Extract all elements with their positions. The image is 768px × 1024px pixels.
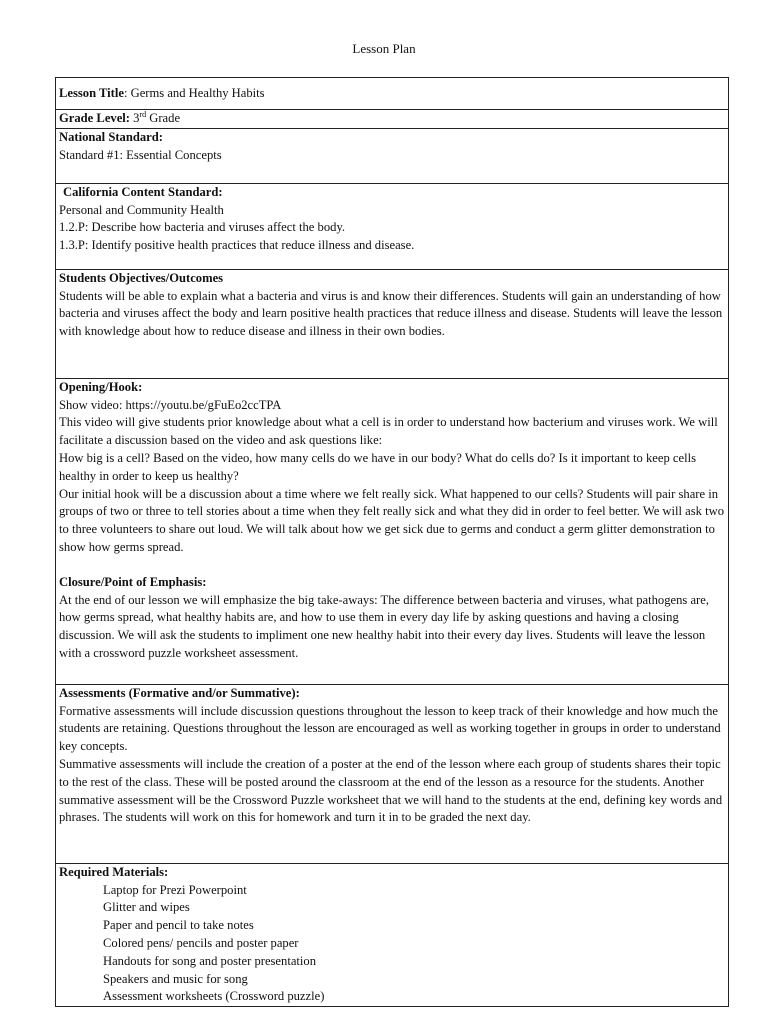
grade-level-word: Grade	[146, 111, 181, 125]
row-grade-level	[56, 110, 729, 129]
opening-label: Opening/Hook:	[59, 379, 143, 394]
section-spacer	[59, 557, 725, 574]
opening-paragraph: This video will give students prior knowledge about what a cell is in order to understand how bacterium and viruses work. We will facilitate a discussion based on the video and ask questions like:	[59, 415, 718, 448]
materials-label: Required Materials:	[59, 864, 169, 879]
materials-list	[59, 882, 725, 1007]
assessments-paragraph: Summative assessments will include the creation of a poster at the end of the lesson where each group of students shares their topic to the rest of the class. These will be posted around the classroom at the end of the lesson as a resource for the students. Another summative assessment will be the Crossword Puzzle worksheet that we will hand to the students at the end, defining key words and phrases. The students will work on this for homework and turn it in to be graded the next day.	[59, 756, 723, 825]
objectives-text: Students will be able to explain what a bacteria and virus is and know their differences. Students will gain an understanding of how bacteria and viruses affect the body and learn positive health practices that reduce illness and disease. Students will leave the lesson with knowledge about how to reduce disease and illness in their own bodies.	[59, 288, 723, 339]
list-item: Handouts for song and poster presentation	[103, 953, 316, 968]
list-item: Speakers and music for song	[103, 971, 248, 986]
row-national-standard	[56, 128, 729, 183]
row-materials	[56, 863, 729, 1006]
row-lesson-title	[56, 78, 729, 110]
california-standard-line: 1.3.P: Identify positive health practices that reduce illness and disease.	[59, 238, 415, 253]
national-standard-cell	[56, 128, 729, 183]
opening-paragraph: Our initial hook will be a discussion about a time where we felt really sick. What happened to our cells? Students will pair share in groups of two or three to tell stories about a time when they felt really sick and what they did in order to feel better. We will ask two to three volunteers to share out loud. We will talk about how we get sick due to germs and conduct a germ glitter demonstration to show how germs spread.	[59, 486, 724, 554]
opening-paragraph: How big is a cell? Based on the video, how many cells do we have in our body? What do cells do? Is it important to keep cells healthy in order to keep us healthy?	[59, 450, 696, 483]
objectives-label: Students Objectives/Outcomes	[59, 270, 224, 285]
objectives-cell	[56, 269, 729, 378]
row-assessments	[56, 684, 729, 863]
lesson-title-value: : Germs and Healthy Habits	[123, 86, 265, 100]
row-opening-closure	[56, 378, 729, 684]
list-item: Colored pens/ pencils and poster paper	[103, 935, 299, 950]
assessments-paragraph: Formative assessments will include discussion questions throughout the lesson to keep track of their knowledge and how much the students are retaining. Questions throughout the lesson are encouraged as well as working together in groups in order to understand key concepts.	[59, 703, 721, 754]
page-title: Lesson Plan	[352, 41, 416, 56]
list-item: Glitter and wipes	[103, 900, 190, 915]
list-item: Laptop for Prezi Powerpoint	[103, 882, 247, 897]
row-objectives	[56, 269, 729, 378]
closure-text: At the end of our lesson we will emphasize the big take-aways: The difference between bacteria and viruses, what pathogens are, how germs spread, what healthy habits are, and how to use them in every day life by asking questions and having a closing discussion. We will ask the students to impliment one new healthy habit into their every day lives. Students will leave the lesson with a crossword puzzle worksheet assessment.	[59, 592, 709, 660]
materials-cell	[56, 863, 729, 1006]
national-standard-label: National Standard:	[59, 129, 163, 144]
list-item: Paper and pencil to take notes	[103, 918, 254, 933]
california-standard-line: Personal and Community Health	[59, 202, 224, 217]
grade-level-number: 3	[130, 111, 140, 125]
california-standard-cell	[56, 183, 729, 269]
lesson-title-cell	[56, 78, 729, 110]
row-california-standard	[56, 183, 729, 269]
closure-label: Closure/Point of Emphasis:	[59, 574, 207, 589]
grade-level-label: Grade Level:	[59, 111, 130, 125]
grade-level-cell	[56, 110, 729, 129]
grade-level-suffix: rd	[139, 109, 147, 119]
national-standard-text: Standard #1: Essential Concepts	[59, 147, 222, 162]
lesson-plan-table	[55, 77, 729, 1007]
opening-closure-cell	[56, 378, 729, 684]
opening-paragraph: Show video: https://youtu.be/gFuEo2ccTPA	[59, 397, 282, 412]
california-standard-line: 1.2.P: Describe how bacteria and viruses affect the body.	[59, 220, 346, 235]
assessments-cell	[56, 684, 729, 863]
list-item: Assessment worksheets (Crossword puzzle)	[103, 989, 325, 1004]
lesson-title-label: Lesson Title	[59, 86, 124, 100]
california-standard-label: California Content Standard:	[63, 184, 223, 199]
assessments-label: Assessments (Formative and/or Summative):	[59, 685, 300, 700]
